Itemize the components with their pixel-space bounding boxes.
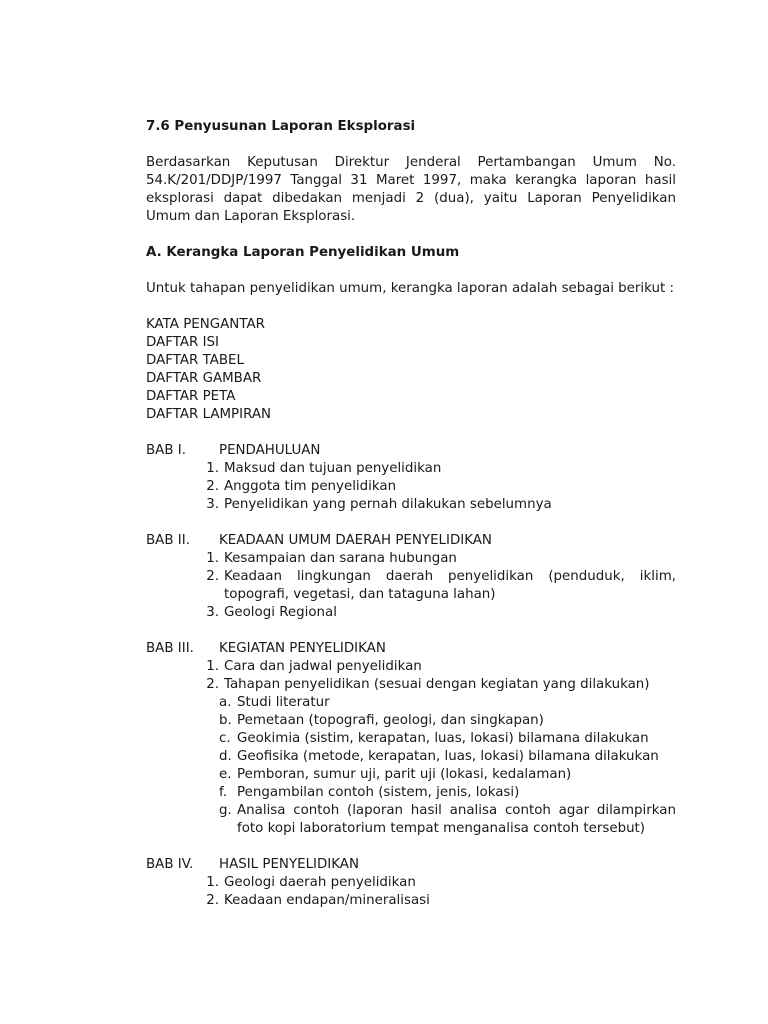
sub-list-item (146, 694, 676, 712)
list-item-number: 2. (206, 893, 219, 908)
chapter-heading (146, 442, 676, 460)
chapter-number: BAB II. (146, 533, 190, 548)
chapter-title: PENDAHULUAN (219, 443, 321, 458)
list-item (146, 478, 676, 496)
sub-list-item-text: Geokimia (sistim, kerapatan, luas, lokasi) bilamana dilakukan (237, 731, 649, 746)
document-page (146, 118, 676, 910)
list-item (146, 604, 676, 622)
subsection-intro: Untuk tahapan penyelidikan umum, kerangka laporan adalah sebagai berikut : (146, 281, 674, 296)
front-matter-item: DAFTAR LAMPIRAN (146, 407, 272, 422)
sub-list-item-letter: g. (219, 803, 232, 818)
sub-list-item-letter: b. (219, 713, 232, 728)
chapter-number: BAB IV. (146, 857, 194, 872)
list-item (146, 874, 676, 892)
list-item-number: 3. (206, 497, 219, 512)
sub-list-item-text: Studi literatur (237, 695, 330, 710)
chapter-sub-item-list (146, 694, 676, 838)
sub-list-item (146, 766, 676, 784)
subsection-title: A. Kerangka Laporan Penyelidikan Umum (146, 245, 460, 260)
chapter-title: KEADAAN UMUM DAERAH PENYELIDIKAN (219, 533, 492, 548)
sub-list-item-text: Geofisika (metode, kerapatan, luas, lokasi) bilamana dilakukan (237, 749, 659, 764)
list-item (146, 658, 676, 676)
intro-paragraph: Berdasarkan Keputusan Direktur Jenderal Pertambangan Umum No. 54.K/201/DDJP/1997 Tanggal 31 Maret 1997, maka kerangka laporan hasil eksplorasi dapat dibedakan menjadi 2 (dua), yaitu Laporan Penyelidikan Umum dan Laporan Eksplorasi. (146, 155, 676, 224)
sub-list-item-text: Analisa contoh (laporan hasil analisa contoh agar dilampirkan foto kopi laboratorium tempat menganalisa contoh tersebut) (237, 803, 676, 836)
sub-list-item-text: Pemetaan (topografi, geologi, dan singkapan) (237, 713, 544, 728)
front-matter-list (146, 316, 676, 424)
list-item-text: Keadaan lingkungan daerah penyelidikan (penduduk, iklim, topografi, vegetasi, dan tataguna lahan) (224, 569, 676, 602)
list-item-text: Penyelidikan yang pernah dilakukan sebelumnya (224, 497, 552, 512)
sub-list-item-letter: e. (219, 767, 232, 782)
list-item (146, 568, 676, 604)
chapter-item-list (146, 460, 676, 514)
list-item-number: 1. (206, 875, 219, 890)
list-item-text: Geologi daerah penyelidikan (224, 875, 416, 890)
sub-list-item (146, 784, 676, 802)
sub-list-item (146, 730, 676, 748)
list-item (146, 676, 676, 694)
list-item (146, 892, 676, 910)
chapter-title: KEGIATAN PENYELIDIKAN (219, 641, 386, 656)
list-item-text: Anggota tim penyelidikan (224, 479, 397, 494)
sub-list-item-text: Pemboran, sumur uji, parit uji (lokasi, kedalaman) (237, 767, 572, 782)
sub-list-item (146, 712, 676, 730)
list-item-number: 2. (206, 677, 219, 692)
chapter-heading (146, 856, 676, 874)
front-matter-item: DAFTAR PETA (146, 389, 236, 404)
list-item (146, 460, 676, 478)
chapter-heading (146, 532, 676, 550)
chapter-number: BAB III. (146, 641, 194, 656)
list-item-text: Geologi Regional (224, 605, 337, 620)
list-item-number: 3. (206, 605, 219, 620)
list-item-text: Maksud dan tujuan penyelidikan (224, 461, 442, 476)
chapter-item-list (146, 874, 676, 910)
front-matter-item: KATA PENGANTAR (146, 317, 265, 332)
section-title: 7.6 Penyusunan Laporan Eksplorasi (146, 119, 416, 134)
list-item-number: 1. (206, 659, 219, 674)
sub-list-item-text: Pengambilan contoh (sistem, jenis, lokasi) (237, 785, 520, 800)
list-item (146, 496, 676, 514)
chapter-number: BAB I. (146, 443, 186, 458)
sub-list-item-letter: d. (219, 749, 232, 764)
sub-list-item (146, 748, 676, 766)
list-item-number: 1. (206, 461, 219, 476)
chapter-item-list (146, 550, 676, 622)
chapter-item-list (146, 658, 676, 694)
sub-list-item (146, 802, 676, 838)
front-matter-item: DAFTAR GAMBAR (146, 371, 262, 386)
list-item-text: Kesampaian dan sarana hubungan (224, 551, 457, 566)
sub-list-item-letter: a. (219, 695, 232, 710)
list-item-text: Keadaan endapan/mineralisasi (224, 893, 430, 908)
list-item-text: Tahapan penyelidikan (sesuai dengan kegiatan yang dilakukan) (224, 677, 650, 692)
sub-list-item-letter: c. (219, 731, 231, 746)
list-item (146, 550, 676, 568)
list-item-number: 1. (206, 551, 219, 566)
list-item-text: Cara dan jadwal penyelidikan (224, 659, 422, 674)
chapter-heading (146, 640, 676, 658)
sub-list-item-letter: f. (219, 785, 227, 800)
front-matter-item: DAFTAR ISI (146, 335, 219, 350)
list-item-number: 2. (206, 569, 219, 584)
chapter-title: HASIL PENYELIDIKAN (219, 857, 359, 872)
list-item-number: 2. (206, 479, 219, 494)
front-matter-item: DAFTAR TABEL (146, 353, 244, 368)
